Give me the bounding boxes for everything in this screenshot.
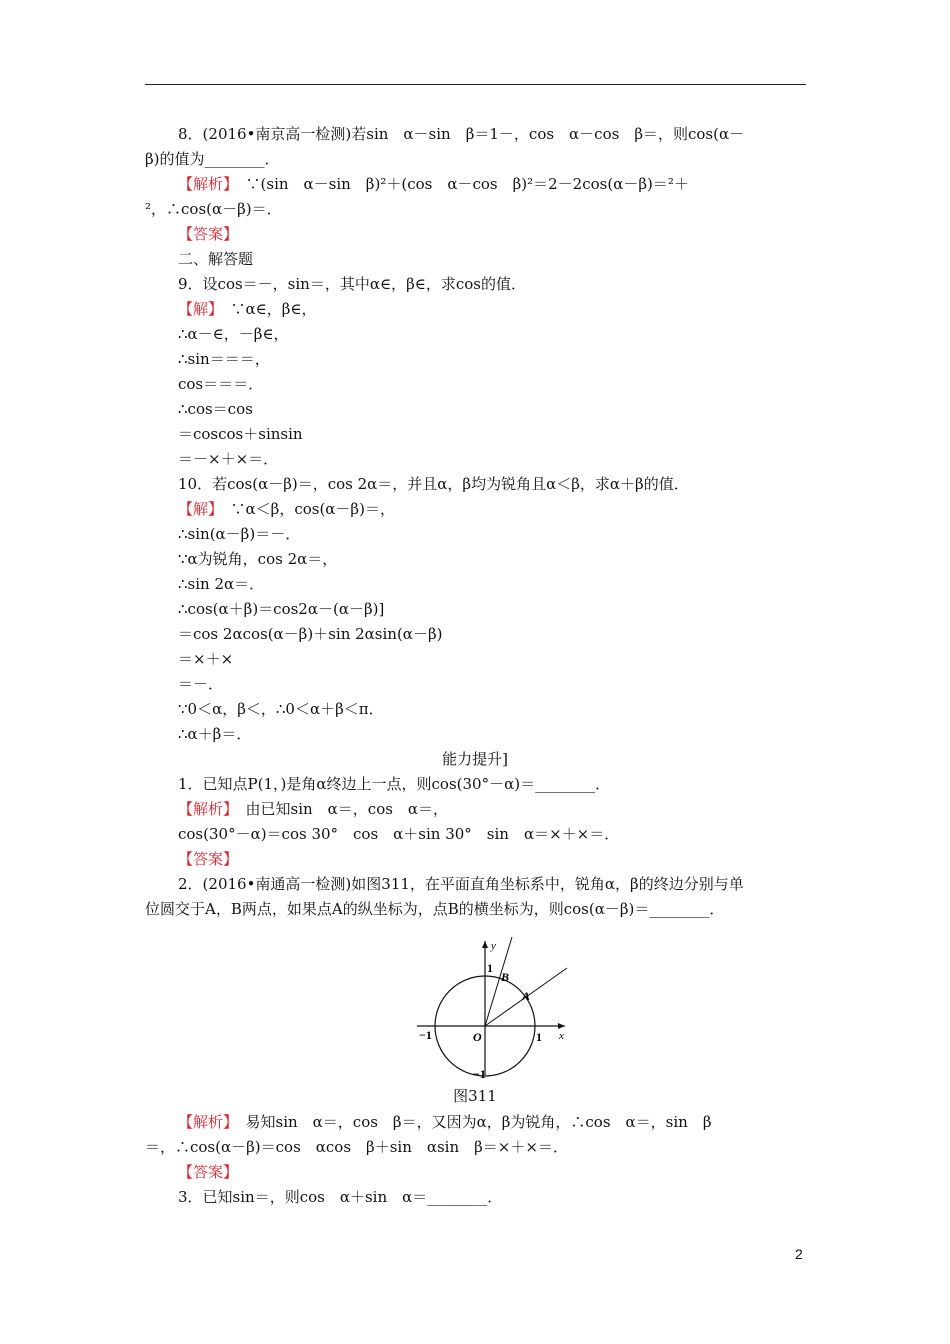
unit-circle-diagram bbox=[405, 935, 580, 1080]
text-line: cos(30°－α)＝cos 30° cos α＋sin 30° sin α＝×＋×＝． bbox=[178, 825, 620, 843]
header-rule bbox=[145, 84, 806, 85]
solution-line: 【解析】 ∵(sin α－sin β)²＋(cos α－cos β)²＝2－2cos(α－β)＝²＋ bbox=[178, 175, 689, 193]
y-axis-arrow bbox=[482, 941, 488, 948]
answer-label: 【答案】 bbox=[178, 850, 239, 868]
solution-line: 【解】 ∵α＜β，cos(α－β)＝， bbox=[178, 500, 395, 518]
unit-circle-figure bbox=[405, 935, 580, 1080]
analysis-label: 【解析】 bbox=[178, 175, 231, 193]
solution-label: 【解】 bbox=[178, 500, 216, 518]
y-axis-label: y bbox=[491, 940, 496, 952]
text-line: 1．已知点P(1，)是角α终边上一点，则cos(30°－α)＝________． bbox=[178, 775, 611, 793]
section-heading: 二、解答题 bbox=[178, 250, 254, 268]
text-line: ＝－×＋×＝． bbox=[178, 450, 279, 468]
text-line: ＝coscos＋sinsin bbox=[178, 425, 303, 443]
analysis-label: 【解析】 bbox=[178, 1113, 231, 1131]
text-line: ∴α－∈，－β∈， bbox=[178, 325, 289, 343]
text-line: ∴sin＝＝＝， bbox=[178, 350, 270, 368]
text-line: ∵α为锐角，cos 2α＝， bbox=[178, 550, 338, 568]
tick-label-x-one: 1 bbox=[536, 1030, 542, 1044]
text-line: 10．若cos(α－β)＝，cos 2α＝，并且α，β均为锐角且α＜β，求α＋β的值． bbox=[178, 475, 689, 493]
solution-label: 【解】 bbox=[178, 300, 216, 318]
text-line: ＝cos 2αcos(α－β)＋sin 2αsin(α－β) bbox=[178, 625, 443, 643]
text-line: ＝，∴cos(α－β)＝cos αcos β＋sin αsin β＝×＋×＝． bbox=[145, 1138, 568, 1156]
point-b-label: B bbox=[501, 970, 510, 984]
point-a-label: A bbox=[522, 989, 531, 1003]
text-line: ∵0＜α，β＜，∴0＜α＋β＜π． bbox=[178, 700, 384, 718]
answer-line bbox=[178, 1162, 238, 1182]
text-line: cos＝＝＝． bbox=[178, 375, 264, 393]
answer-line bbox=[178, 224, 238, 244]
solution-line: 【解析】 易知sin α＝，cos β＝，又因为α，β为锐角，∴cos α＝，sin β bbox=[178, 1113, 712, 1131]
text-line: ＝－． bbox=[178, 675, 224, 693]
figure-caption: 图311 bbox=[453, 1087, 497, 1105]
text-line: ∴cos＝cos bbox=[178, 400, 253, 418]
text-line: ∴sin(α－β)＝－． bbox=[178, 525, 301, 543]
answer-line bbox=[178, 849, 238, 869]
answer-label: 【答案】 bbox=[178, 1163, 239, 1181]
answer-label: 【答案】 bbox=[178, 225, 239, 243]
text-line: ∴sin 2α＝． bbox=[178, 575, 265, 593]
tick-label-x-neg-one: −1 bbox=[419, 1028, 432, 1042]
origin-label: O bbox=[473, 1030, 482, 1044]
text-line: 8．(2016•南京高一检测)若sin α－sin β＝1－，cos α－cos β＝，则cos(α－ bbox=[178, 125, 745, 143]
solution-line: 【解】 ∵α∈，β∈， bbox=[178, 300, 317, 318]
tick-label-y-one: 1 bbox=[487, 961, 493, 975]
page-number: 2 bbox=[795, 1246, 803, 1262]
text-line: 3．已知sin＝，则cos α＋sin α＝________． bbox=[178, 1188, 503, 1206]
text-line: ＝×＋× bbox=[178, 650, 234, 668]
text-line: 位圆交于A，B两点，如果点A的纵坐标为，点B的横坐标为，则cos(α－β)＝________． bbox=[145, 900, 725, 918]
text-line: 9．设cos＝－，sin＝，其中α∈，β∈，求cos的值． bbox=[178, 275, 526, 293]
text-line: β)的值为________． bbox=[145, 150, 280, 168]
tick-label-y-neg-one: −1 bbox=[473, 1067, 486, 1080]
text-line: ∴α＋β＝． bbox=[178, 725, 252, 743]
text-line: ²，∴cos(α－β)＝． bbox=[145, 200, 282, 218]
analysis-label: 【解析】 bbox=[178, 800, 231, 818]
text-line: ∴cos(α＋β)＝cos2α－(α－β)] bbox=[178, 600, 385, 618]
section-heading: 能力提升] bbox=[442, 750, 508, 768]
x-axis-arrow bbox=[558, 1023, 565, 1029]
solution-line: 【解析】 由已知sin α＝，cos α＝， bbox=[178, 800, 449, 818]
text-line: 2．(2016•南通高一检测)如图311，在平面直角坐标系中，锐角α，β的终边分别与单 bbox=[178, 875, 744, 893]
x-axis-label: x bbox=[559, 1030, 564, 1042]
